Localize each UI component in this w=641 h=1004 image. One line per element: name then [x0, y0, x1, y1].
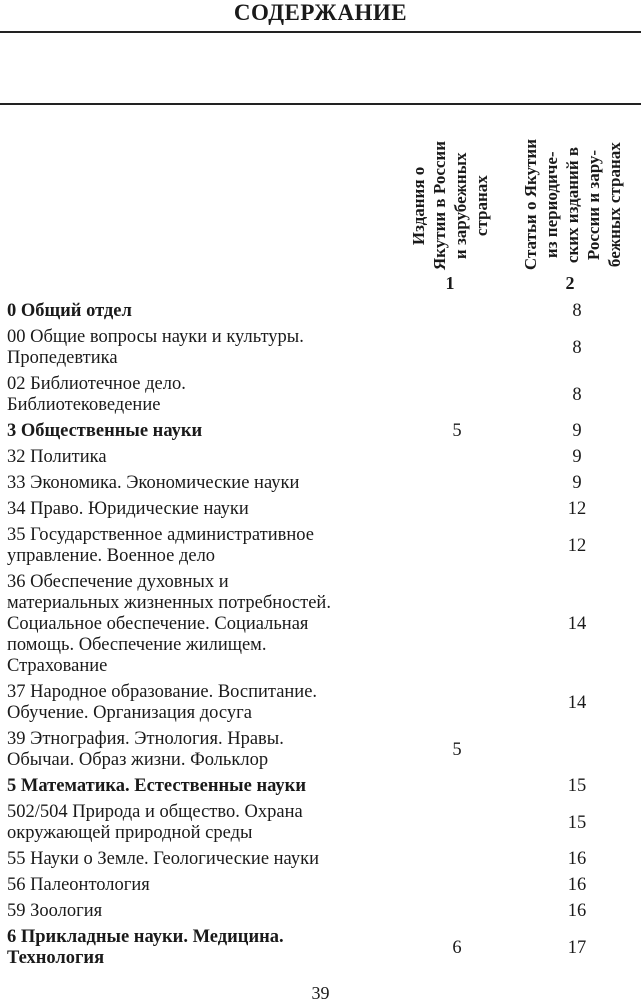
column-2-page: 14 [567, 614, 587, 634]
row-title: 34 Право. Юридические науки [7, 499, 249, 519]
row-title: 35 Государственное административное управление. Военное дело [7, 525, 314, 566]
column-2-page: 16 [567, 875, 587, 895]
row-title: 59 Зоология [7, 901, 103, 921]
column-2-page: 8 [572, 301, 582, 321]
column-1-page: 6 [452, 937, 462, 958]
row-title: 502/504 Природа и общество. Охрана окружающей природной среды [7, 802, 303, 843]
column-2-page: 17 [567, 937, 587, 958]
column-2-page: 12 [567, 499, 587, 519]
subsection-row [0, 325, 641, 372]
subsection-row [0, 570, 641, 680]
subsection-row [0, 847, 641, 873]
row-title: 3 Общественные науки [7, 421, 203, 441]
section-row [0, 925, 641, 972]
row-title: 37 Народное образование. Воспитание. Обучение. Организация досуга [7, 682, 318, 723]
row-title: 32 Политика [7, 447, 107, 467]
column-1-header-text: Издания о Якутии в России и зарубежных странах [409, 140, 491, 270]
top-rule [0, 31, 641, 33]
column-2-page: 9 [572, 421, 582, 441]
column-2-page: 15 [567, 776, 587, 796]
subsection-row [0, 727, 641, 774]
row-title: 00 Общие вопросы науки и культуры. Пропедевтика [7, 327, 304, 368]
column-2-page: 9 [572, 473, 582, 493]
column-2-number: 2 [565, 273, 575, 293]
column-1-page: 5 [452, 739, 462, 760]
column-2-page: 8 [572, 337, 582, 358]
subsection-row [0, 372, 641, 419]
row-title: 5 Математика. Естественные науки [7, 776, 306, 796]
section-row [0, 299, 641, 325]
subsection-row [0, 873, 641, 899]
header-rule [0, 103, 641, 105]
subsection-row [0, 471, 641, 497]
contents-table [0, 299, 641, 972]
column-2-page: 12 [567, 535, 587, 556]
subsection-row [0, 800, 641, 847]
subsection-row [0, 445, 641, 471]
subsection-row [0, 523, 641, 570]
column-2-page: 15 [567, 812, 587, 833]
section-row [0, 774, 641, 800]
row-title: 39 Этнография. Этнология. Нравы. Обычаи. Образ жизни. Фольклор [7, 729, 284, 770]
column-2-page: 16 [567, 849, 587, 869]
row-title: 33 Экономика. Экономические науки [7, 473, 300, 493]
section-row [0, 419, 641, 445]
column-2-header-text: Статьи о Якутии из периодиче- ских изданий в России и зару- бежных странах [520, 138, 624, 270]
row-title: 55 Науки о Земле. Геологические науки [7, 849, 319, 869]
row-title: 36 Обеспечение духовных и материальных жизненных потребностей. Социальное обеспечение. Социальная помощь. Обеспечение жилищем. Страхование [7, 572, 331, 676]
row-title: 6 Прикладные науки. Медицина. Технология [7, 927, 284, 968]
page-title: СОДЕРЖАНИЕ [233, 0, 408, 25]
subsection-row [0, 899, 641, 925]
column-2-header [512, 108, 632, 270]
column-1-page: 5 [452, 421, 462, 441]
column-2-page: 14 [567, 692, 587, 713]
row-title: 56 Палеонтология [7, 875, 150, 895]
column-2-page: 16 [567, 901, 587, 921]
row-title: 0 Общий отдел [7, 301, 132, 321]
subsection-row [0, 497, 641, 523]
page-number: 39 [311, 983, 330, 1003]
column-1-number: 1 [445, 273, 455, 293]
subsection-row [0, 680, 641, 727]
column-2-page: 8 [572, 384, 582, 405]
row-title: 02 Библиотечное дело. Библиотековедение [7, 374, 186, 415]
column-1-header [395, 108, 505, 270]
column-2-page: 9 [572, 447, 582, 467]
